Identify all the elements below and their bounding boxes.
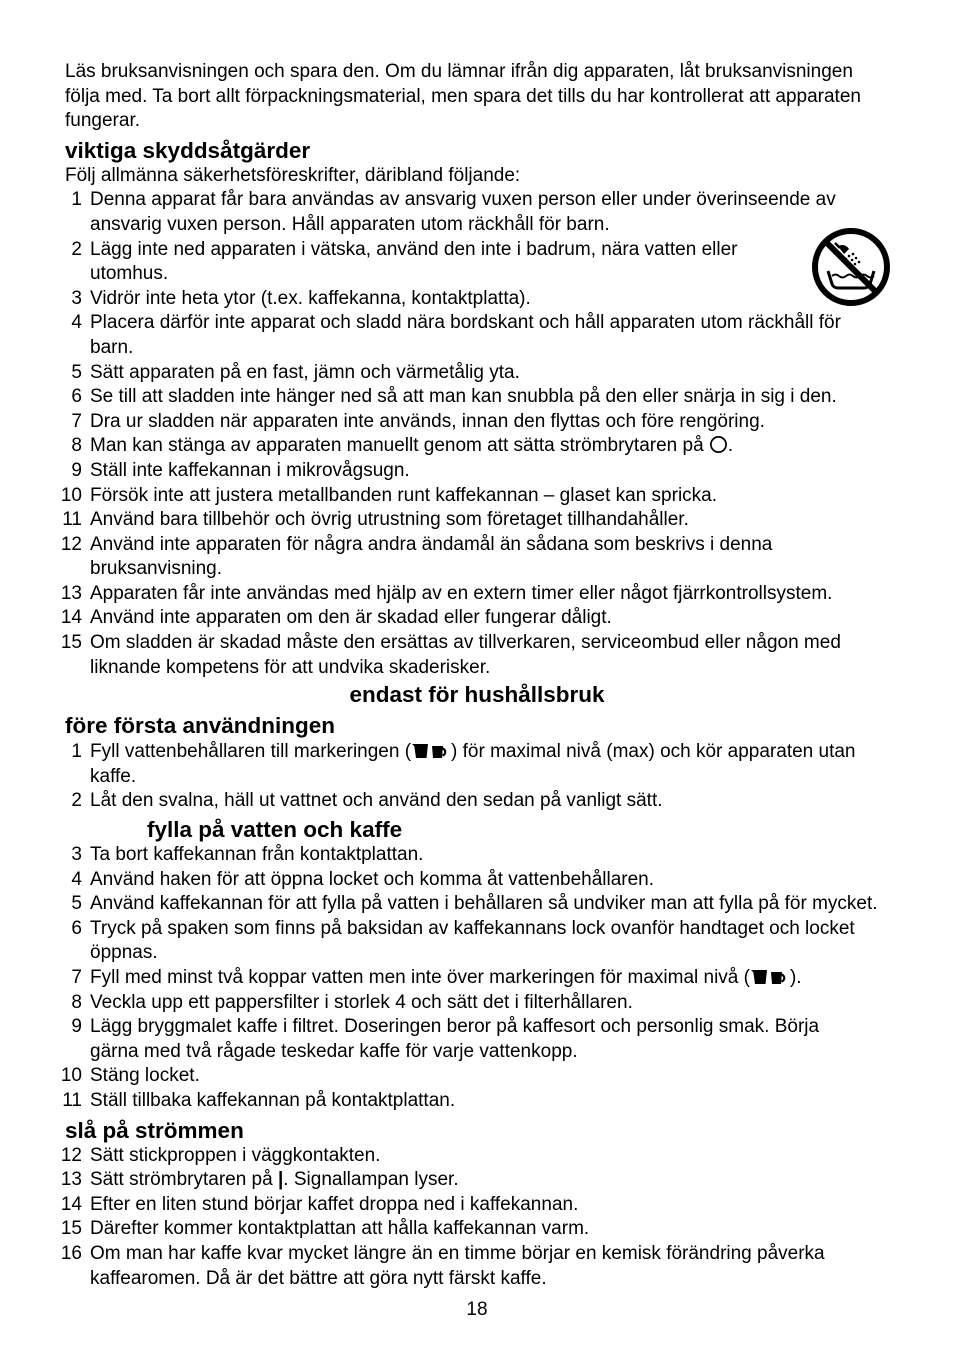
item-text [90,1089,889,1114]
item-number: 8 [71,991,82,1013]
text-line: Använd kaffekannan för att fylla på vatten i behållaren så undviker man att fylla på för mycket. [90,893,878,915]
text-line: Ställ tillbaka kaffekannan på kontaktplattan. [90,1089,456,1111]
item-number: 7 [71,410,82,432]
item-text [90,410,889,435]
text-line: Efter en liten stund börjar kaffet droppa ned i kaffekannan. [90,1193,579,1215]
item-number: 4 [71,868,82,890]
item-text [90,1193,889,1218]
list-item [62,508,889,533]
safety-list [60,188,889,680]
text-line: utomhus. [90,263,169,285]
text-line: Ta bort kaffekannan från kontaktplattan. [90,844,424,866]
item-text [90,434,889,459]
power-on-list [60,1144,889,1292]
text-line: Tryck på spaken som finns på baksidan av kaffekannans lock ovanför handtaget och locket [90,917,855,939]
list-item [65,868,889,893]
item-number: 5 [71,893,82,915]
list-item [65,238,889,287]
item-number: 16 [60,1242,82,1264]
list-item [60,1217,889,1242]
list-item [65,361,889,386]
list-item [60,631,889,680]
item-text [90,917,889,966]
no-water-immersion-icon [811,227,891,307]
text-line: Försök inte att justera metallbanden runt kaffekannan – glaset kan spricka. [90,484,718,506]
text-segment: ) för maximal nivå (max) och kör apparaten utan [451,741,856,763]
text-line: Därefter kommer kontaktplattan att hålla kaffekannan varm. [90,1218,590,1240]
item-number: 12 [60,533,82,555]
item-text [90,1144,889,1169]
list-item [65,410,889,435]
list-item [60,484,889,509]
item-number: 5 [71,361,82,383]
item-text [90,508,889,533]
text-line: gärna med två rågade teskedar kaffe för varje vattenkopp. [90,1040,578,1062]
item-text [90,238,889,287]
text-line: Apparaten får inte användas med hjälp av en extern timer eller något fjärrkontrollsystem. [90,582,833,604]
item-number: 14 [60,1193,82,1215]
list-item [65,434,889,459]
item-text [90,311,889,360]
first-use-heading: före första användningen [65,713,336,739]
text-line: Vidrör inte heta ytor (t.ex. kaffekanna, kontaktplatta). [90,287,531,309]
item-number: 11 [62,509,82,531]
text-line [90,966,889,991]
item-number: 8 [71,435,82,457]
list-item [60,1168,889,1193]
list-item [65,917,889,966]
item-number: 6 [71,917,82,939]
item-text [90,966,889,991]
item-number: 10 [60,1065,82,1087]
first-use-list [65,740,889,814]
item-text [90,740,889,789]
item-text [90,1168,889,1193]
item-text [90,1064,889,1089]
safety-lead: Följ allmänna säkerhetsföreskrifter, däribland följande: [65,164,521,186]
list-item [60,1193,889,1218]
list-item [65,966,889,991]
text-line: kaffearomen. Då är det bättre att göra nytt färskt kaffe. [90,1267,547,1289]
text-segment: . [727,435,734,457]
text-line: Dra ur sladden när apparaten inte används, innan den flyttas och före rengöring. [90,410,765,432]
text-line: barn. [90,336,134,358]
list-item [65,459,889,484]
item-number: 6 [71,386,82,408]
item-text [90,789,889,814]
text-line: Ställ inte kaffekannan i mikrovågsugn. [90,459,410,481]
item-text [90,991,889,1016]
list-item [60,582,889,607]
item-text [90,287,889,312]
text-line: följa med. Ta bort allt förpackningsmaterial, men spara det tills du har kontrollerat att apparaten [65,85,861,107]
item-text [90,459,889,484]
item-number: 15 [60,632,82,654]
item-text [90,843,889,868]
page-number: 18 [466,1299,488,1320]
text-line: Sätt apparaten på en fast, jämn och värmetålig yta. [90,361,520,383]
text-line: Se till att sladden inte hänger ned så att man kan snubbla på den eller snärja in sig i den. [90,386,837,408]
text-line: öppnas. [90,942,158,964]
item-text [90,1242,889,1291]
on-position-symbol: | [277,1169,284,1191]
item-number: 11 [62,1089,82,1111]
text-line: Använd haken för att öppna locket och komma åt vattenbehållaren. [90,868,655,890]
list-item [65,188,889,237]
text-line [90,740,889,765]
item-text [90,631,889,680]
item-number: 3 [71,287,82,309]
text-line: Lägg bryggmalet kaffe i filtret. Doseringen beror på kaffesort och personlig smak. Börja [90,1016,820,1038]
text-line: Stäng locket. [90,1065,200,1087]
item-text [90,533,889,582]
text-line: Denna apparat får bara användas av ansvarig vuxen person eller under överinseende av [90,189,836,211]
power-on-heading: slå på strömmen [65,1117,244,1143]
item-text [90,1015,889,1064]
list-item [62,1089,889,1114]
list-item [65,311,889,360]
text-line: Sätt stickproppen i väggkontakten. [90,1144,381,1166]
item-number: 13 [60,1169,82,1191]
max-level-cups-icon [750,968,790,986]
text-line: bruksanvisning. [90,558,223,580]
item-text [90,361,889,386]
item-number: 15 [60,1218,82,1240]
text-line [90,1168,889,1193]
list-item [65,991,889,1016]
text-line: kaffe. [90,765,137,787]
item-number: 12 [60,1144,82,1166]
list-item [65,843,889,868]
manual-page-content [60,60,889,1291]
text-line: Veckla upp ett pappersfilter i storlek 4 och sätt det i filterhållaren. [90,991,633,1013]
text-line: fungerar. [65,110,140,132]
item-number: 2 [71,238,82,260]
text-segment: Man kan stänga av apparaten manuellt genom att sätta strömbrytaren på [90,435,709,457]
text-line: liknande kompetens för att undvika skaderisker. [90,656,491,678]
list-item [65,385,889,410]
item-text [90,868,889,893]
item-text [90,385,889,410]
item-number: 13 [60,582,82,604]
item-number: 3 [71,844,82,866]
safety-heading: viktiga skyddsåtgärder [65,137,311,163]
list-item [65,287,889,312]
list-item [60,606,889,631]
item-number: 9 [71,459,82,481]
off-position-circle-icon [709,435,728,454]
list-item [60,1144,889,1169]
item-text [90,188,889,237]
text-line: Låt den svalna, häll ut vattnet och använd den sedan på vanligt sätt. [90,790,663,812]
item-text [90,606,889,631]
item-text [90,1217,889,1242]
text-segment: Sätt strömbrytaren på [90,1169,278,1191]
item-number: 4 [71,312,82,334]
list-item [65,892,889,917]
list-item [65,1015,889,1064]
text-line: Använd inte apparaten för några andra ändamål än sådana som beskrivs i denna [90,533,773,555]
item-number: 14 [60,607,82,629]
intro-paragraph [65,60,889,134]
max-level-cups-icon [411,742,451,760]
text-line [90,434,889,459]
text-segment: Fyll med minst två koppar vatten men inte över markeringen för maximal nivå ( [90,967,750,988]
item-number: 2 [71,790,82,812]
text-line: Lägg inte ned apparaten i vätska, använd den inte i badrum, nära vatten eller [90,238,738,260]
list-item [60,1242,889,1291]
fill-list [60,843,889,1114]
text-line: Använd inte apparaten om den är skadad eller fungerar dåligt. [90,607,612,629]
item-text [90,582,889,607]
item-number: 1 [71,741,82,763]
text-line: Om man har kaffe kvar mycket längre än en timme börjar en kemisk förändring påverka [90,1242,825,1264]
text-segment: ). [789,967,802,988]
list-item [60,1064,889,1089]
item-text [90,892,889,917]
item-number: 9 [71,1016,82,1038]
text-line: ansvarig vuxen person. Håll apparaten utom räckhåll för barn. [90,213,610,235]
household-use-note: endast för hushållsbruk [349,682,605,708]
text-line: Läs bruksanvisningen och spara den. Om du lämnar ifrån dig apparaten, låt bruksanvisningen [65,61,853,82]
list-item [60,533,889,582]
list-item [65,740,889,789]
fill-heading: fylla på vatten och kaffe [147,817,403,843]
list-item [65,789,889,814]
item-number: 10 [60,484,82,506]
item-text [90,484,889,509]
text-segment: Fyll vattenbehållaren till markeringen ( [90,741,412,763]
text-line: Använd bara tillbehör och övrig utrustning som företaget tillhandahåller. [90,509,689,531]
item-number: 1 [71,189,82,211]
text-line: Placera därför inte apparat och sladd nära bordskant och håll apparaten utom räckhåll för [90,312,841,334]
text-line: Om sladden är skadad måste den ersättas av tillverkaren, serviceombud eller någon med [90,632,841,654]
text-segment: . Signallampan lyser. [283,1169,459,1191]
item-number: 7 [71,967,82,988]
